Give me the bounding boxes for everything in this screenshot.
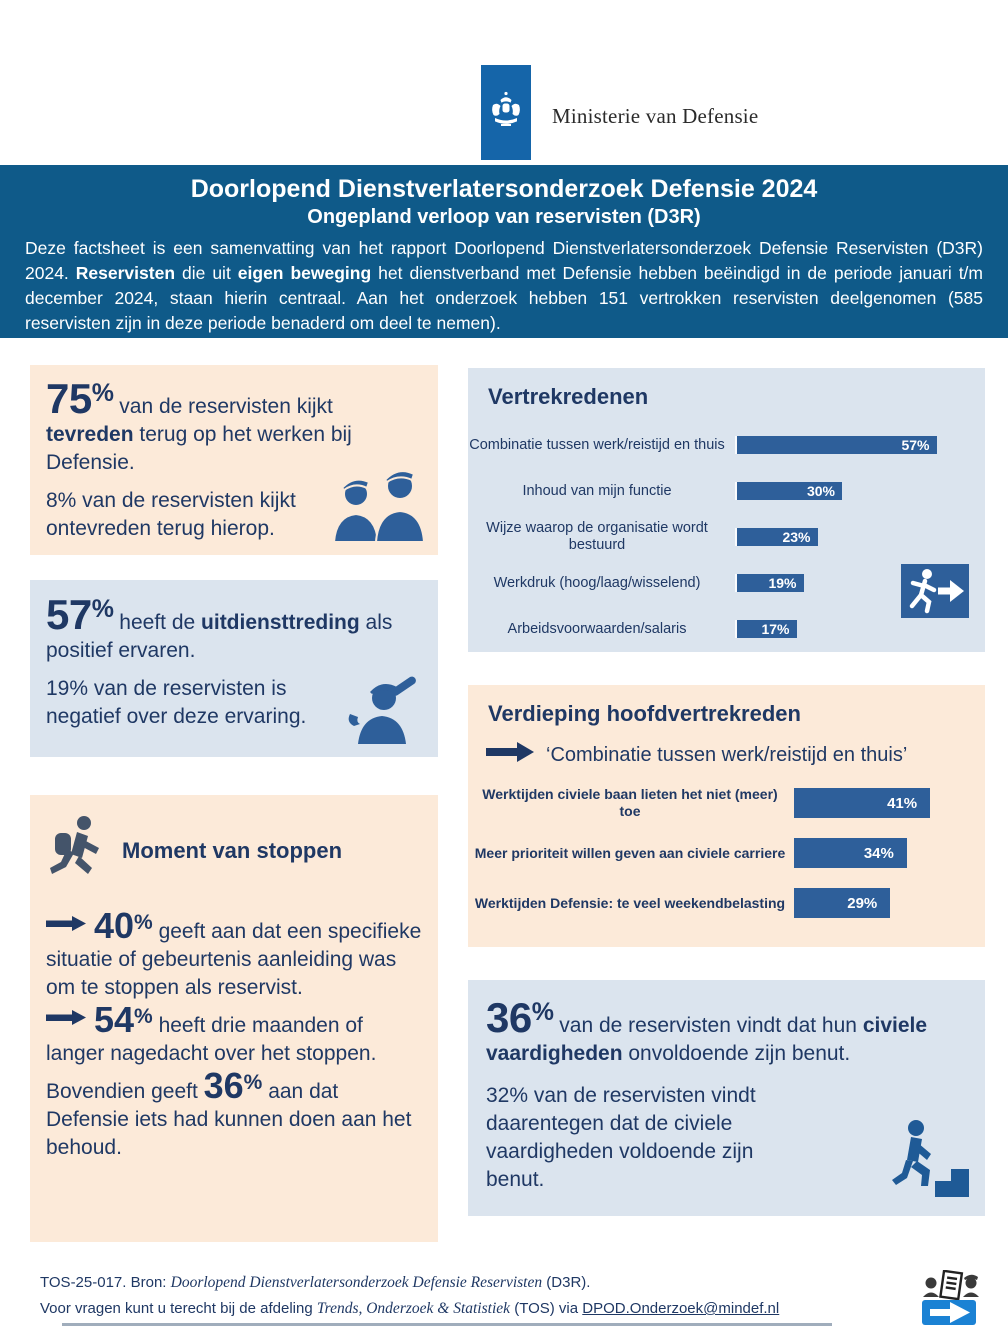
main-reason-quote: ‘Combinatie tussen werk/reistijd en thuis’	[546, 743, 908, 766]
contact-email-link[interactable]: DPOD.Onderzoek@mindef.nl	[582, 1300, 780, 1317]
exit-experience-secondary-text: 19% van de reservisten is negatief over deze ervaring.	[46, 677, 307, 728]
saluting-soldier-icon	[334, 672, 426, 749]
deepdive-chart-box	[468, 685, 985, 947]
stairs-person-icon	[883, 1119, 971, 1202]
soldiers-icon	[324, 460, 428, 547]
bar: 34%	[794, 838, 907, 868]
exit-experience-box	[30, 580, 438, 757]
title-band	[0, 165, 1008, 338]
intro-paragraph: Deze factsheet is een samenvatting van het rapport Doorlopend Dienstverlatersonderzoek Defensie Reservisten (D3R) 2024. Reservisten die uit eigen beweging het dienstverband met Defensie hebben beëindigd in de periode januari t/m december 2024, staan hierin centraal. Aan het onderzoek hebben 151 vertrokken reservisten deelgenomen (585 reservisten zijn in deze periode benaderd om deel te nemen).	[25, 238, 983, 333]
chart-row: Werktijden Defensie: te veel weekendbelasting 29%	[468, 878, 985, 928]
ministry-name: Ministerie van Defensie	[552, 104, 759, 128]
page-title: Doorlopend Dienstverlatersonderzoek Defensie 2024	[190, 175, 818, 203]
bar: 41%	[794, 788, 930, 818]
chart-row: Werktijden civiele baan lieten het niet (meer) toe 41%	[468, 778, 985, 828]
coat-of-arms-icon	[489, 91, 523, 142]
exit-experience-text: 57% heeft de uitdiensttreding als positief ervaren.	[46, 591, 393, 662]
arrow-right-icon	[46, 912, 86, 940]
chart-row: Werkdruk (hoog/laag/wisselend) 19%	[468, 560, 985, 606]
deepdive-chart	[468, 778, 985, 928]
running-person-icon	[46, 815, 104, 886]
exit-door-icon	[901, 564, 969, 623]
satisfaction-box	[30, 365, 438, 555]
satisfaction-text: 75% van de reservisten kijkt tevreden terug op het werken bij Defensie.	[46, 375, 352, 474]
bar: 23%	[737, 528, 818, 546]
arrow-right-icon	[46, 1006, 86, 1034]
chart-row: Arbeidsvoorwaarden/salaris 17%	[468, 606, 985, 652]
bar: 57%	[737, 436, 937, 454]
skills-box	[468, 980, 985, 1216]
bar: 29%	[794, 888, 890, 918]
arrow-right-icon	[486, 741, 534, 768]
stopping-item-1: 40% geeft aan dat een specifieke situatie of gebeurtenis aanleiding was om te stoppen als reservist.	[46, 905, 422, 999]
skills-secondary-text: 32% van de reservisten vindt daarentegen dat de civiele vaardigheden voldoende zijn benut.	[486, 1084, 756, 1191]
stopping-item-2: 54% heeft drie maanden of langer nagedacht over het stoppen.	[46, 999, 377, 1065]
page-subtitle: Ongepland verloop van reservisten (D3R)	[307, 206, 701, 228]
chart-row: Inhoud van mijn functie 30%	[468, 468, 985, 514]
bar: 19%	[737, 574, 804, 592]
bar: 17%	[737, 620, 797, 638]
reasons-chart-box	[468, 368, 985, 652]
reasons-chart-title: Vertrekredenen	[488, 384, 649, 409]
footer	[40, 1270, 779, 1322]
satisfaction-secondary-text: 8% van de reservisten kijkt ontevreden terug hierop.	[46, 489, 296, 540]
chart-row: Combinatie tussen werk/reistijd en thuis 57%	[468, 422, 985, 468]
main-reason-quote-row	[486, 741, 985, 768]
stopping-item-3: Bovendien geeft 36% aan dat Defensie iets had kunnen doen aan het behoud.	[46, 1065, 412, 1159]
bar: 30%	[737, 482, 842, 500]
stopping-title: Moment van stoppen	[122, 837, 343, 863]
footer-contact-line: Voor vragen kunt u terecht bij de afdeling Trends, Onderzoek & Statistiek (TOS) via DPOD.Onderzoek@mindef.nl	[40, 1300, 780, 1317]
chart-row: Wijze waarop de organisatie wordt bestuurd 23%	[468, 514, 985, 560]
stopping-box	[30, 795, 438, 1242]
tos-logo-icon	[920, 1270, 982, 1333]
footer-source-line: TOS-25-017. Bron: Doorlopend Dienstverlatersonderzoek Defensie Reservisten (D3R).	[40, 1274, 591, 1291]
skills-text: 36% van de reservisten vindt dat hun civiele vaardigheden onvoldoende zijn benut.	[486, 994, 928, 1065]
deepdive-chart-title: Verdieping hoofdvertrekreden	[488, 701, 801, 726]
footer-rule	[62, 1323, 832, 1326]
chart-row: Meer prioriteit willen geven aan civiele carriere 34%	[468, 828, 985, 878]
rijksoverheid-logo-bar	[481, 65, 531, 160]
